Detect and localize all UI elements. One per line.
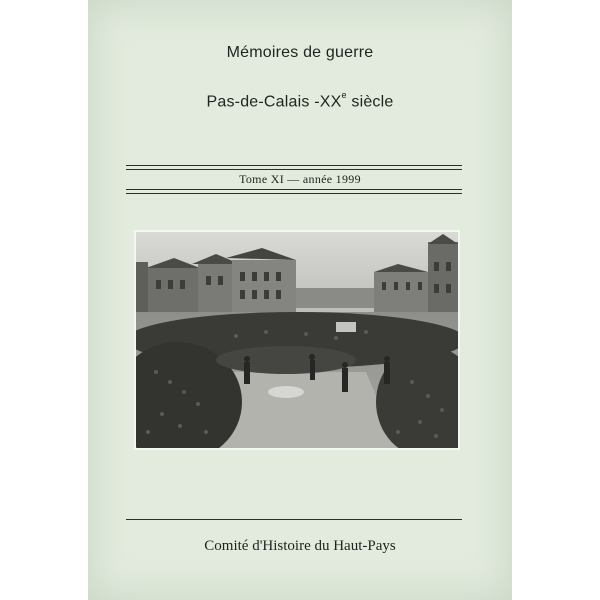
historic-town-square-photo: [136, 232, 458, 448]
divider-rule: [126, 189, 462, 190]
book-cover: [88, 0, 512, 600]
subtitle-main: Pas-de-Calais -XX: [206, 93, 342, 111]
divider-rule: [126, 193, 462, 194]
subtitle-superscript: e: [341, 90, 347, 100]
footer-rule: [126, 519, 462, 520]
divider-rule: [126, 169, 462, 170]
volume-label: Tome XI — année 1999: [239, 172, 361, 186]
book-subtitle: [88, 92, 512, 111]
divider-rule: [126, 165, 462, 166]
cover-photograph: [134, 230, 460, 450]
subtitle-end: siècle: [346, 93, 394, 111]
book-title: Mémoires de guerre: [226, 44, 374, 61]
publisher-name: Comité d'Histoire du Haut-Pays: [204, 538, 396, 554]
